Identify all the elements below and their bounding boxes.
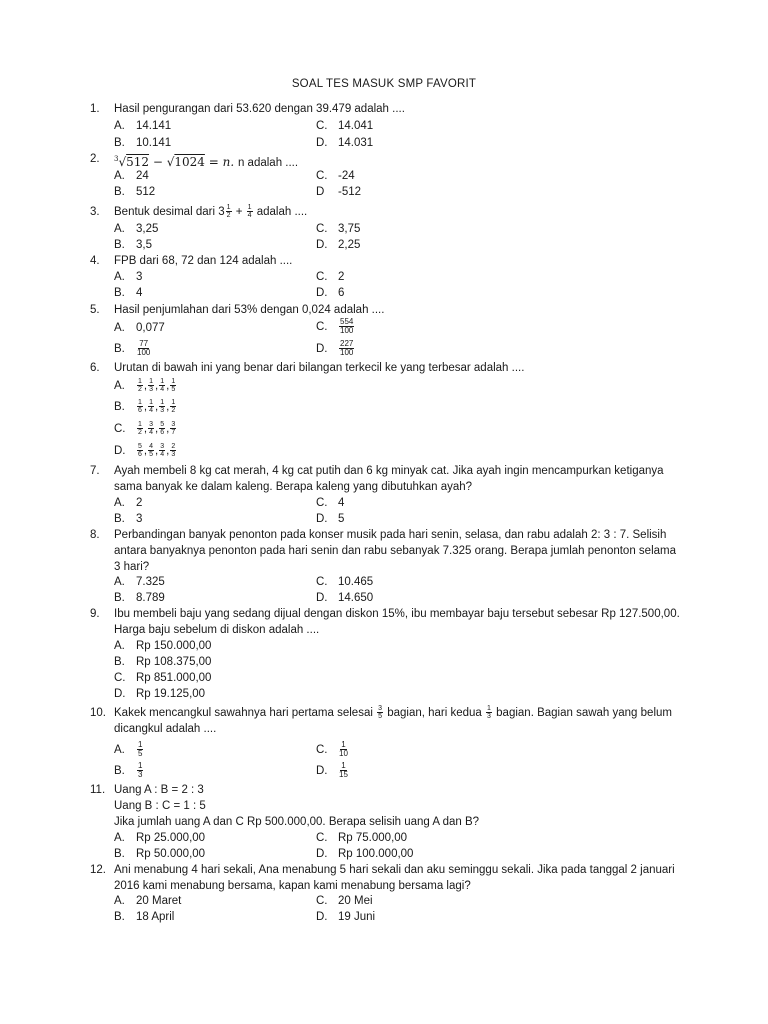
option-c[interactable]: C. 20 Mei (316, 895, 373, 907)
option-d[interactable]: D. 14.650 (316, 592, 374, 604)
option-d[interactable]: D -512 (316, 186, 362, 198)
fraction: $\frac{1}{3}$ (487, 705, 491, 721)
option-a[interactable]: A. 3,25 (114, 223, 159, 235)
question-number: 3. (90, 206, 100, 218)
option-b[interactable]: B. 10.141 (114, 137, 172, 149)
question-text: Urutan di bawah ini yang benar dari bilangan terkecil ke yang terbesar adalah .... (114, 362, 525, 374)
option-d[interactable]: D. Rp 19.125,00 (114, 688, 206, 700)
question-number: 2. (90, 153, 100, 165)
option-c[interactable]: C. $\frac{1}{10}$ (316, 740, 348, 758)
question-number: 5. (90, 304, 100, 316)
option-d[interactable]: D. $\frac{227}{100}$ (316, 339, 354, 357)
option-a[interactable]: A. Rp 25.000,00 (114, 832, 206, 844)
option-a[interactable]: A. 0,077 (114, 322, 165, 334)
question-text: Kakek mencangkul sawahnya hari pertama selesai $\frac{3}{5}$ bagian, hari kedua $\frac{1}{3}$ bagian. Bagian sawah yang belum dicangkul adalah .... (114, 705, 672, 735)
fraction: $\frac{227}{100}$ (340, 339, 354, 357)
question-number: 4. (90, 255, 100, 267)
option-b[interactable]: B. 8.789 (114, 592, 165, 604)
option-c[interactable]: C. 10.465 (316, 576, 374, 588)
option-c[interactable]: C. -24 (316, 170, 355, 182)
option-d[interactable]: D. Rp 100.000,00 (316, 848, 414, 860)
option-a[interactable]: A. 7.325 (114, 576, 165, 588)
question-number: 9. (90, 608, 100, 620)
option-a[interactable]: A. 2 (114, 497, 143, 509)
math-expression: $^3$√512 − √1024 = n. (114, 155, 238, 169)
question-text: Bentuk desimal dari 3 $\frac{1}{2}$ + $\frac{1}{4}$ adalah .... (114, 204, 308, 220)
option-a[interactable]: A. 24 (114, 170, 149, 182)
fraction: $\frac{1}{15}$ (339, 761, 348, 779)
question-text: Ayah membeli 8 kg cat merah, 4 kg cat putih dan 6 kg minyak cat. Jika ayah ingin mencampurkan ketiganya sama banyak ke dalam kaleng. Berapa kaleng yang dibutuhkan ayah? (114, 465, 664, 493)
fraction: $\frac{1}{4}$ (247, 204, 252, 220)
option-b[interactable]: B. $\frac{1}{3}$ (114, 761, 143, 779)
fraction: $\frac{1}{2}$ (226, 204, 231, 220)
option-d[interactable]: D. $\frac{5}{6}$ , $\frac{4}{5}$ , $\frac{3}{4}$ , $\frac{2}{3}$ (114, 443, 176, 459)
option-a[interactable]: A. 14.141 (114, 120, 172, 132)
option-b[interactable]: B. 3,5 (114, 239, 152, 251)
question-text: Perbandingan banyak penonton pada konser musik pada hari senin, selasa, dan rabu adalah 2: 3 : 7. Selisih antara banyaknya penonton pada hari senin dan rabu sebanyak 7.325 orang. Berapa jumlah penonton selama 3 hari? (114, 529, 676, 573)
option-a[interactable]: A. $\frac{1}{5}$ (114, 740, 143, 758)
option-d[interactable]: D. 5 (316, 513, 345, 525)
question-text: Hasil pengurangan dari 53.620 dengan 39.479 adalah .... (114, 103, 405, 115)
question-number: 12. (90, 864, 106, 876)
question-text: Uang A : B = 2 : 3 Uang B : C = 1 : 5 Jika jumlah uang A dan C Rp 500.000,00. Berapa selisih uang A dan B? (114, 784, 480, 828)
option-b[interactable]: B. 18 April (114, 911, 175, 923)
page-title: SOAL TES MASUK SMP FAVORIT (291, 78, 477, 90)
option-b[interactable]: B. Rp 108.375,00 (114, 656, 212, 668)
option-b[interactable]: B. Rp 50.000,00 (114, 848, 206, 860)
option-a[interactable]: A. Rp 150.000,00 (114, 640, 212, 652)
option-b[interactable]: B. 3 (114, 513, 143, 525)
option-d[interactable]: D. 6 (316, 287, 345, 299)
option-c[interactable]: C. Rp 851.000,00 (114, 672, 212, 684)
question-text: Hasil penjumlahan dari 53% dengan 0,024 adalah .... (114, 304, 385, 316)
fraction: $\frac{1}{5}$ (138, 740, 143, 758)
option-b[interactable]: B. $\frac{1}{6}$ , $\frac{1}{4}$ , $\frac{1}{3}$ , $\frac{1}{2}$ (114, 399, 176, 415)
option-c[interactable]: C. $\frac{554}{100}$ (316, 317, 354, 335)
option-d[interactable]: D. $\frac{1}{15}$ (316, 761, 348, 779)
option-c[interactable]: C. 14.041 (316, 120, 374, 132)
fraction: $\frac{3}{5}$ (378, 705, 382, 721)
option-c[interactable]: C. 3,75 (316, 223, 361, 235)
option-d[interactable]: D. 2,25 (316, 239, 361, 251)
option-c[interactable]: C. 4 (316, 497, 345, 509)
question-number: 8. (90, 529, 100, 541)
question-number: 7. (90, 465, 100, 477)
question-text: FPB dari 68, 72 dan 124 adalah .... (114, 255, 293, 267)
option-c[interactable]: C. Rp 75.000,00 (316, 832, 408, 844)
option-b[interactable]: B. $\frac{77}{100}$ (114, 339, 151, 357)
question-number: 6. (90, 362, 100, 374)
option-d[interactable]: D. 19 Juni (316, 911, 376, 923)
option-d[interactable]: D. 14.031 (316, 137, 374, 149)
fraction: $\frac{1}{10}$ (339, 740, 348, 758)
question-number: 11. (90, 784, 106, 796)
question-text: Ibu membeli baju yang sedang dijual dengan diskon 15%, ibu membayar baju tersebut sebesar Rp 127.500,00. Harga baju sebelum di diskon adalah .... (114, 608, 680, 636)
question-number: 10. (90, 707, 106, 719)
option-a[interactable]: A. 3 (114, 271, 143, 283)
option-b[interactable]: B. 512 (114, 186, 156, 198)
question-text: Ani menabung 4 hari sekali, Ana menabung 5 hari sekali dan aku seminggu sekali. Jika pada tanggal 2 januari 2016 kami menabung bersama, kapan kami menabung bersama lagi? (114, 864, 675, 892)
option-a[interactable]: A. 20 Maret (114, 895, 182, 907)
option-b[interactable]: B. 4 (114, 287, 143, 299)
option-c[interactable]: C. 2 (316, 271, 345, 283)
question-text: $^3$√512 − √1024 = n. n adalah .... (114, 155, 299, 169)
fraction: $\frac{554}{100}$ (340, 317, 354, 335)
fraction: $\frac{1}{3}$ (138, 761, 143, 779)
option-c[interactable]: C. $\frac{1}{2}$ , $\frac{3}{4}$ , $\frac{5}{6}$ , $\frac{3}{7}$ (114, 421, 176, 437)
fraction: $\frac{77}{100}$ (137, 339, 151, 357)
option-a[interactable]: A. $\frac{1}{2}$ , $\frac{1}{3}$ , $\frac{1}{4}$ , $\frac{1}{5}$ (114, 378, 176, 394)
question-number: 1. (90, 103, 100, 115)
